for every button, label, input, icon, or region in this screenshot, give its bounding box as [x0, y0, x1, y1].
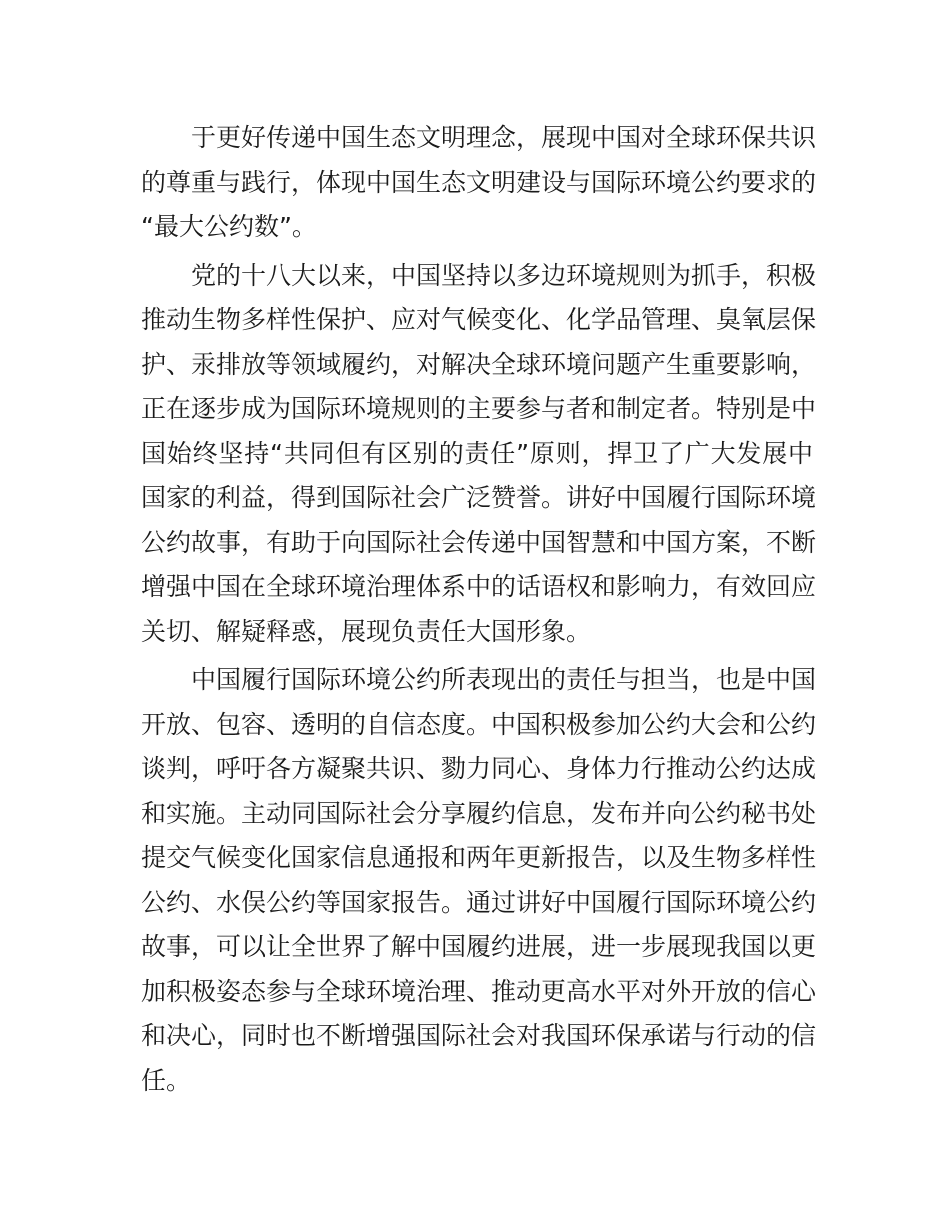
text-line: 开放、包容、透明的自信态度。中国积极参加公约大会和公约: [141, 709, 817, 739]
text-line: 推动生物多样性保护、应对气候变化、化学品管理、臭氧层保: [141, 305, 817, 334]
text-line: 公约、水俣公约等国家报告。通过讲好中国履行国际环境公约: [141, 887, 817, 917]
text-line: 中国履行国际环境公约所表现出的责任与担当，也是中国: [191, 665, 817, 694]
text-line: 国始终坚持“共同但有区别的责任”原则，捍卫了广大发展中: [141, 438, 813, 468]
text-line: 和实施。主动同国际社会分享履约信息，发布并向公约秘书处: [141, 798, 817, 828]
text-line: 正在逐步成为国际环境规则的主要参与者和制定者。特别是中: [141, 394, 817, 423]
text-line: 任。: [141, 1065, 192, 1095]
paragraph-2: [141, 254, 817, 655]
text-line: 故事，可以让全世界了解中国履约进展，进一步展现我国以更: [141, 932, 817, 961]
text-line: 公约故事，有助于向国际社会传递中国智慧和中国方案，不断: [141, 527, 817, 557]
text-line: 国家的利益，得到国际社会广泛赞誉。讲好中国履行国际环境: [141, 483, 817, 512]
paragraph-3: [141, 658, 817, 1103]
text-line: “最大公约数”。: [141, 212, 317, 241]
text-line: 关切、解疑释惑，展现负责任大国形象。: [141, 616, 592, 646]
text-line: 增强中国在全球环境治理体系中的话语权和影响力，有效回应: [141, 572, 817, 601]
paragraph-1: [141, 116, 817, 250]
text-line: 于更好传递中国生态文明理念，展现中国对全球环保共识: [191, 123, 817, 152]
text-line: 党的十八大以来，中国坚持以多边环境规则为抓手，积极: [191, 260, 817, 290]
document-page: [141, 116, 817, 1107]
text-line: 和决心，同时也不断增强国际社会对我国环保承诺与行动的信: [141, 1021, 817, 1050]
text-line: 加积极姿态参与全球环境治理、推动更高水平对外开放的信心: [141, 976, 817, 1006]
text-line: 护、汞排放等领域履约，对解决全球环境问题产生重要影响，: [141, 349, 817, 379]
text-line: 的尊重与践行，体现中国生态文明建设与国际环境公约要求的: [141, 167, 817, 197]
text-line: 提交气候变化国家信息通报和两年更新报告，以及生物多样性: [141, 843, 817, 872]
text-line: 谈判，呼吁各方凝聚共识、勠力同心、身体力行推动公约达成: [141, 754, 817, 783]
